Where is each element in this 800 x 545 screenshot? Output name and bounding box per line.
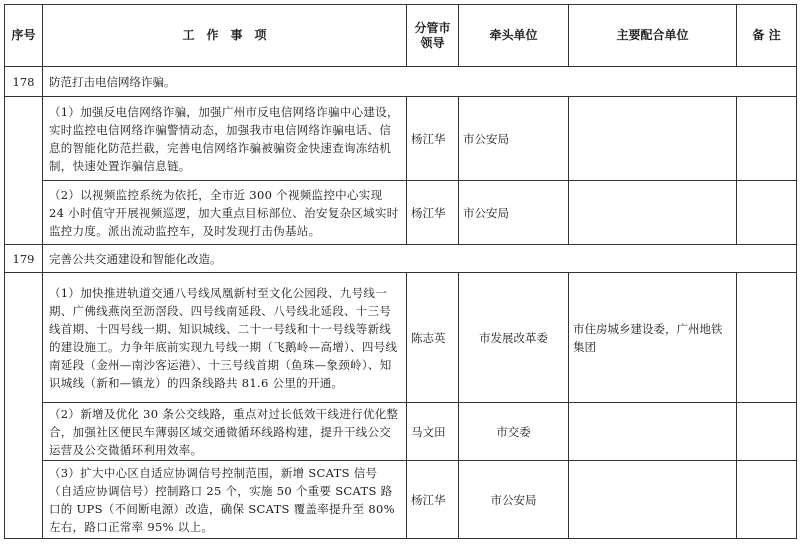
leader-cell: 陈志英 [407, 273, 459, 403]
item-text: （1）加快推进轨道交通八号线凤凰新村至文化公园段、九号线一期、广佛线燕岗至沥滘段、四号线南延段、八号线北延段、十三号线首期、十四号线一期、知识城线、二十一号线和十一号线等新线的建设施工。力争年底前实现九号线一期（飞鹅岭—高增）、四号线南延段（金州—南沙客运港）、十三号线首期（鱼珠—象颈岭）、知识城线（新和—镇龙）的四条线路共 81.6 公里的开通。 [43, 273, 407, 403]
group-number: 178 [5, 67, 43, 97]
partner-cell [569, 97, 737, 181]
header-leader: 分管市领导 [407, 5, 459, 67]
group-number-spacer [5, 273, 43, 539]
table-header-row [5, 5, 797, 67]
table-row [5, 403, 797, 461]
dept-cell: 市发展改革委 [459, 273, 569, 403]
item-text: （3）扩大中心区自适应协调信号控制范围，新增 SCATS 信号（自适应协调信号）控制路口 25 个，实施 50 个重要 SCATS 路口的 UPS（不间断电源）改造，确保 SCATS 覆盖率提升至 80% 左右，路口正常率 95% 以上。 [43, 461, 407, 539]
group-title: 防范打击电信网络诈骗。 [43, 67, 797, 97]
table-row [5, 97, 797, 181]
leader-cell: 杨江华 [407, 461, 459, 539]
leader-cell: 杨江华 [407, 97, 459, 181]
group-number: 179 [5, 245, 43, 273]
remark-cell [737, 181, 797, 245]
work-items-table [4, 4, 797, 539]
dept-cell: 市交委 [459, 403, 569, 461]
table-row [5, 181, 797, 245]
group-row [5, 67, 797, 97]
partner-cell [569, 181, 737, 245]
leader-cell: 杨江华 [407, 181, 459, 245]
leader-cell: 马文田 [407, 403, 459, 461]
remark-cell [737, 461, 797, 539]
remark-cell [737, 273, 797, 403]
remark-cell [737, 97, 797, 181]
table-row [5, 461, 797, 539]
dept-cell: 市公安局 [459, 181, 569, 245]
partner-cell [569, 403, 737, 461]
group-title: 完善公共交通建设和智能化改造。 [43, 245, 797, 273]
table-row [5, 273, 797, 403]
header-dept: 牵头单位 [459, 5, 569, 67]
item-text: （2）以视频监控系统为依托，全市近 300 个视频监控中心实现 24 小时值守开展视频巡逻，加大重点目标部位、治安复杂区域实时监控力度。派出流动监控车，及时发现打击伪基站。 [43, 181, 407, 245]
header-no: 序号 [5, 5, 43, 67]
dept-cell: 市公安局 [459, 97, 569, 181]
document-page [4, 4, 796, 539]
item-text: （1）加强反电信网络诈骗，加强广州市反电信网络诈骗中心建设，实时监控电信网络诈骗警情动态，加强我市电信网络诈骗电话、信息的智能化防范拦截，完善电信网络诈骗被骗资金快速查询冻结机制，快速处置诈骗信息链。 [43, 97, 407, 181]
dept-cell: 市公安局 [459, 461, 569, 539]
remark-cell [737, 403, 797, 461]
group-row [5, 245, 797, 273]
partner-cell: 市住房城乡建设委，广州地铁集团 [569, 273, 737, 403]
header-item: 工 作 事 项 [43, 5, 407, 67]
group-number-spacer [5, 97, 43, 245]
header-partner: 主要配合单位 [569, 5, 737, 67]
header-remark: 备 注 [737, 5, 797, 67]
partner-cell [569, 461, 737, 539]
item-text: （2）新增及优化 30 条公交线路，重点对过长低效干线进行优化整合，加强社区便民车薄弱区域交通微循环线路构建，提升干线公交运营及公交微循环利用效率。 [43, 403, 407, 461]
